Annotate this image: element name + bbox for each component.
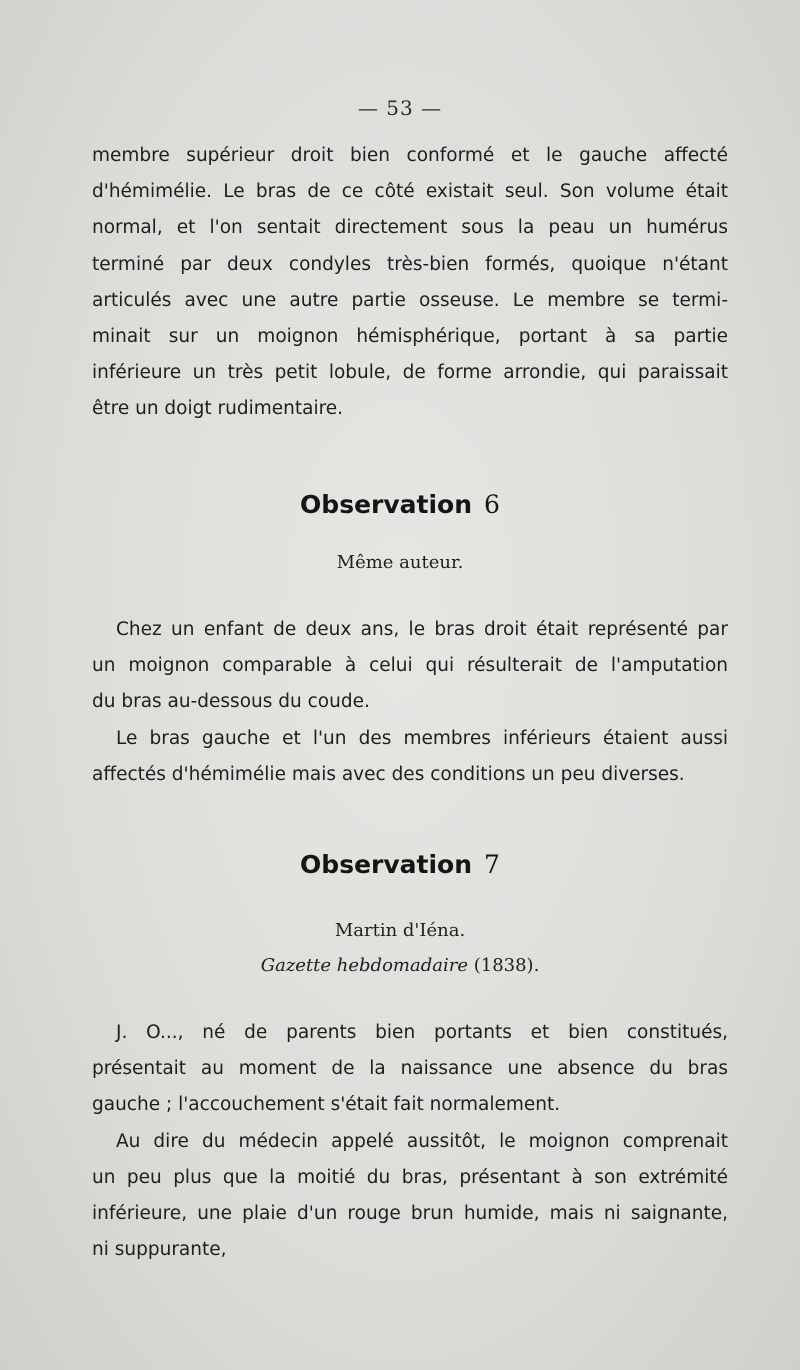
page-number: — 53 — (357, 96, 443, 120)
text-line: terminé par deux condyles très-bien formés, quoique n'étant (92, 253, 728, 275)
opening-paragraph (92, 138, 728, 428)
text-line: Le bras gauche et l'un des membres inférieurs étaient aussi (116, 727, 728, 749)
text-line: un peu plus que la moitié du bras, présentant à son extrémité (92, 1166, 728, 1188)
observation-7-author: Martin d'Iéna. (334, 920, 466, 941)
text-line: articulés avec une autre partie osseuse. Le membre se termi- (92, 289, 728, 311)
text-line: membre supérieur droit bien conformé et le gauche affecté (92, 145, 728, 166)
text-line: présentait au moment de la naissance une absence du bras (92, 1058, 728, 1080)
text-line: normal, et l'on sentait directement sous la peau un humérus (92, 217, 728, 239)
text-line: inférieure un très petit lobule, de forme arrondie, qui paraissait (92, 362, 728, 384)
text-line: un moignon comparable à celui qui résulterait de l'amputation (92, 655, 728, 677)
text-line: être un doigt rudimentaire. (92, 398, 344, 420)
text-line: inférieure, une plaie d'un rouge brun humide, mais ni saignante, (92, 1203, 728, 1225)
text-line: gauche ; l'accouchement s'était fait normalement. (92, 1094, 561, 1116)
observation-7-title: Observation (300, 850, 473, 879)
observation-6-title: Observation (300, 490, 473, 519)
observation-6-heading (0, 490, 800, 519)
text-line: minait sur un moignon hémisphérique, portant à sa partie (92, 326, 728, 348)
text-line: d'hémimélie. Le bras de ce côté existait seul. Son volume était (92, 181, 728, 203)
text-line: du bras au-dessous du coude. (92, 691, 370, 713)
observation-6-body (92, 612, 728, 793)
journal-year: (1838). (473, 955, 540, 976)
observation-7-body (92, 1015, 728, 1268)
text-line: affectés d'hémimélie mais avec des conditions un peu diverses. (92, 763, 685, 785)
observation-7-number: 7 (484, 850, 500, 879)
observation-7-citation (0, 955, 800, 976)
journal-title: Gazette hebdomadaire (260, 955, 468, 976)
text-line: ni suppurante, (92, 1239, 227, 1261)
observation-6-source: Même auteur. (336, 552, 464, 573)
observation-6-number: 6 (484, 490, 500, 519)
text-line: Au dire du médecin appelé aussitôt, le moignon comprenait (116, 1130, 728, 1152)
text-line: Chez un enfant de deux ans, le bras droit était représenté par (116, 619, 728, 640)
text-line: J. O..., né de parents bien portants et bien constitués, (116, 1022, 728, 1043)
observation-7-heading (0, 850, 800, 879)
